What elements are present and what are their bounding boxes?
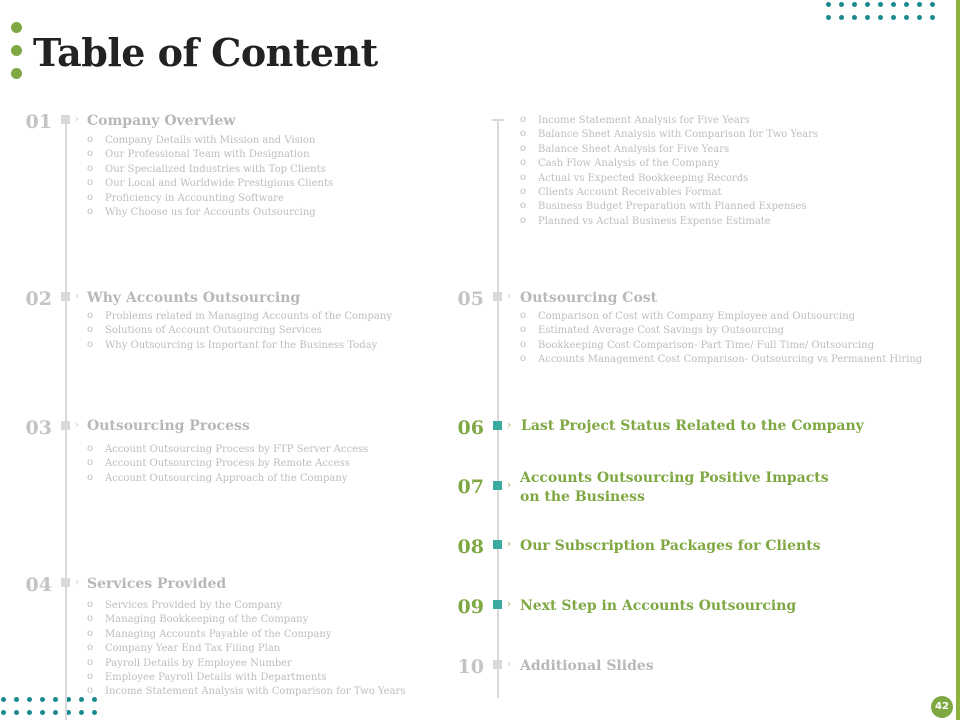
list-item: o Business Budget Preparation with Planned Expenses: [520, 200, 820, 214]
section-number: 05: [457, 288, 484, 310]
chevron-right-icon: ›: [507, 599, 511, 610]
list-item: o Our Local and Worldwide Prestigious Clients: [87, 177, 447, 191]
list-item: o Accounts Management Cost Comparison- Outsourcing vs Permanent Hiring: [520, 353, 940, 367]
list-item: o Account Outsourcing Process by Remote Access: [87, 457, 447, 471]
section-items: [520, 310, 940, 368]
list-item: o Actual vs Expected Bookkeeping Records: [520, 172, 820, 186]
chevron-right-icon: ›: [507, 539, 511, 550]
list-item: o Planned vs Actual Business Expense Estimate: [520, 215, 820, 229]
section-number: 03: [25, 417, 52, 439]
page-number-badge: 42: [931, 696, 953, 718]
list-item: o Proficiency in Accounting Software: [87, 192, 447, 206]
timeline-marker: [493, 421, 502, 430]
section-number: 08: [457, 536, 484, 558]
section-number: 04: [25, 574, 52, 596]
timeline-cap: [492, 119, 504, 121]
list-item: o Company Year End Tax Filing Plan: [87, 642, 447, 656]
list-item: o Employee Payroll Details with Departments: [87, 671, 447, 685]
green-dot-decoration: [11, 45, 22, 56]
chevron-right-icon: ›: [507, 659, 511, 670]
timeline-marker: [493, 292, 502, 301]
section-title: Accounts Outsourcing Positive Impacts on the Business: [520, 470, 829, 505]
timeline-line-right: [497, 120, 499, 698]
list-item: o Our Specialized Industries with Top Clients: [87, 163, 447, 177]
section-title: Why Accounts Outsourcing: [87, 290, 301, 306]
list-item: o Account Outsourcing Process by FTP Server Access: [87, 443, 447, 457]
green-dot-decoration: [11, 22, 22, 33]
section-title: Additional Slides: [520, 658, 654, 674]
timeline-marker: [61, 578, 70, 587]
section-title: Last Project Status Related to the Company: [521, 418, 864, 434]
timeline-marker: [493, 660, 502, 669]
section-title: Company Overview: [87, 113, 236, 129]
timeline-marker: [61, 292, 70, 301]
list-item: o Managing Accounts Payable of the Company: [87, 628, 447, 642]
chevron-right-icon: ›: [75, 577, 79, 588]
section-title: Outsourcing Process: [87, 418, 250, 434]
list-item: o Bookkeeping Cost Comparison- Part Time/ Full Time/ Outsourcing: [520, 339, 940, 353]
list-item: o Our Professional Team with Designation: [87, 148, 447, 162]
section-items: [520, 114, 820, 229]
chevron-right-icon: ›: [75, 420, 79, 431]
section-items: [87, 599, 447, 700]
section-title: Services Provided: [87, 576, 227, 592]
list-item: o Why Outsourcing is Important for the Business Today: [87, 339, 447, 353]
section-number: 10: [457, 656, 484, 678]
section-title: Outsourcing Cost: [520, 290, 658, 306]
chevron-right-icon: ›: [507, 480, 511, 491]
chevron-right-icon: ›: [507, 420, 511, 431]
list-item: o Payroll Details by Employee Number: [87, 657, 447, 671]
list-item: o Cash Flow Analysis of the Company: [520, 157, 820, 171]
dot-grid-decoration-bottom-left: [1, 697, 97, 715]
list-item: o Managing Bookkeeping of the Company: [87, 613, 447, 627]
timeline-marker: [61, 115, 70, 124]
list-item: o Income Statement Analysis with Comparison for Two Years: [87, 685, 447, 699]
list-item: o Comparison of Cost with Company Employee and Outsourcing: [520, 310, 940, 324]
section-items: [87, 134, 447, 220]
chevron-right-icon: ›: [75, 114, 79, 125]
section-number: 09: [457, 596, 484, 618]
list-item: o Company Details with Mission and Vision: [87, 134, 447, 148]
list-item: o Balance Sheet Analysis with Comparison for Two Years: [520, 128, 820, 142]
timeline-marker: [493, 540, 502, 549]
section-title: Our Subscription Packages for Clients: [520, 538, 821, 554]
section-number: 06: [457, 417, 484, 439]
list-item: o Why Choose us for Accounts Outsourcing: [87, 206, 447, 220]
list-item: o Services Provided by the Company: [87, 599, 447, 613]
section-number: 01: [25, 111, 52, 133]
section-items: [87, 310, 447, 353]
list-item: o Solutions of Account Outsourcing Services: [87, 324, 447, 338]
list-item: o Problems related in Managing Accounts of the Company: [87, 310, 447, 324]
right-accent-bar: [956, 0, 960, 720]
page-title: Table of Content: [33, 30, 378, 75]
list-item: o Income Statement Analysis for Five Years: [520, 114, 820, 128]
green-dot-decoration: [11, 68, 22, 79]
section-number: 07: [457, 476, 484, 498]
chevron-right-icon: ›: [507, 291, 511, 302]
dot-grid-decoration-top-right: [826, 2, 935, 20]
list-item: o Estimated Average Cost Savings by Outsourcing: [520, 324, 940, 338]
section-title: Next Step in Accounts Outsourcing: [520, 598, 797, 614]
timeline-marker: [61, 421, 70, 430]
list-item: o Balance Sheet Analysis for Five Years: [520, 143, 820, 157]
chevron-right-icon: ›: [75, 291, 79, 302]
timeline-marker: [493, 481, 502, 490]
section-number: 02: [25, 288, 52, 310]
timeline-marker: [493, 600, 502, 609]
list-item: o Account Outsourcing Approach of the Company: [87, 472, 447, 486]
section-items: [87, 443, 447, 486]
list-item: o Clients Account Receivables Format: [520, 186, 820, 200]
